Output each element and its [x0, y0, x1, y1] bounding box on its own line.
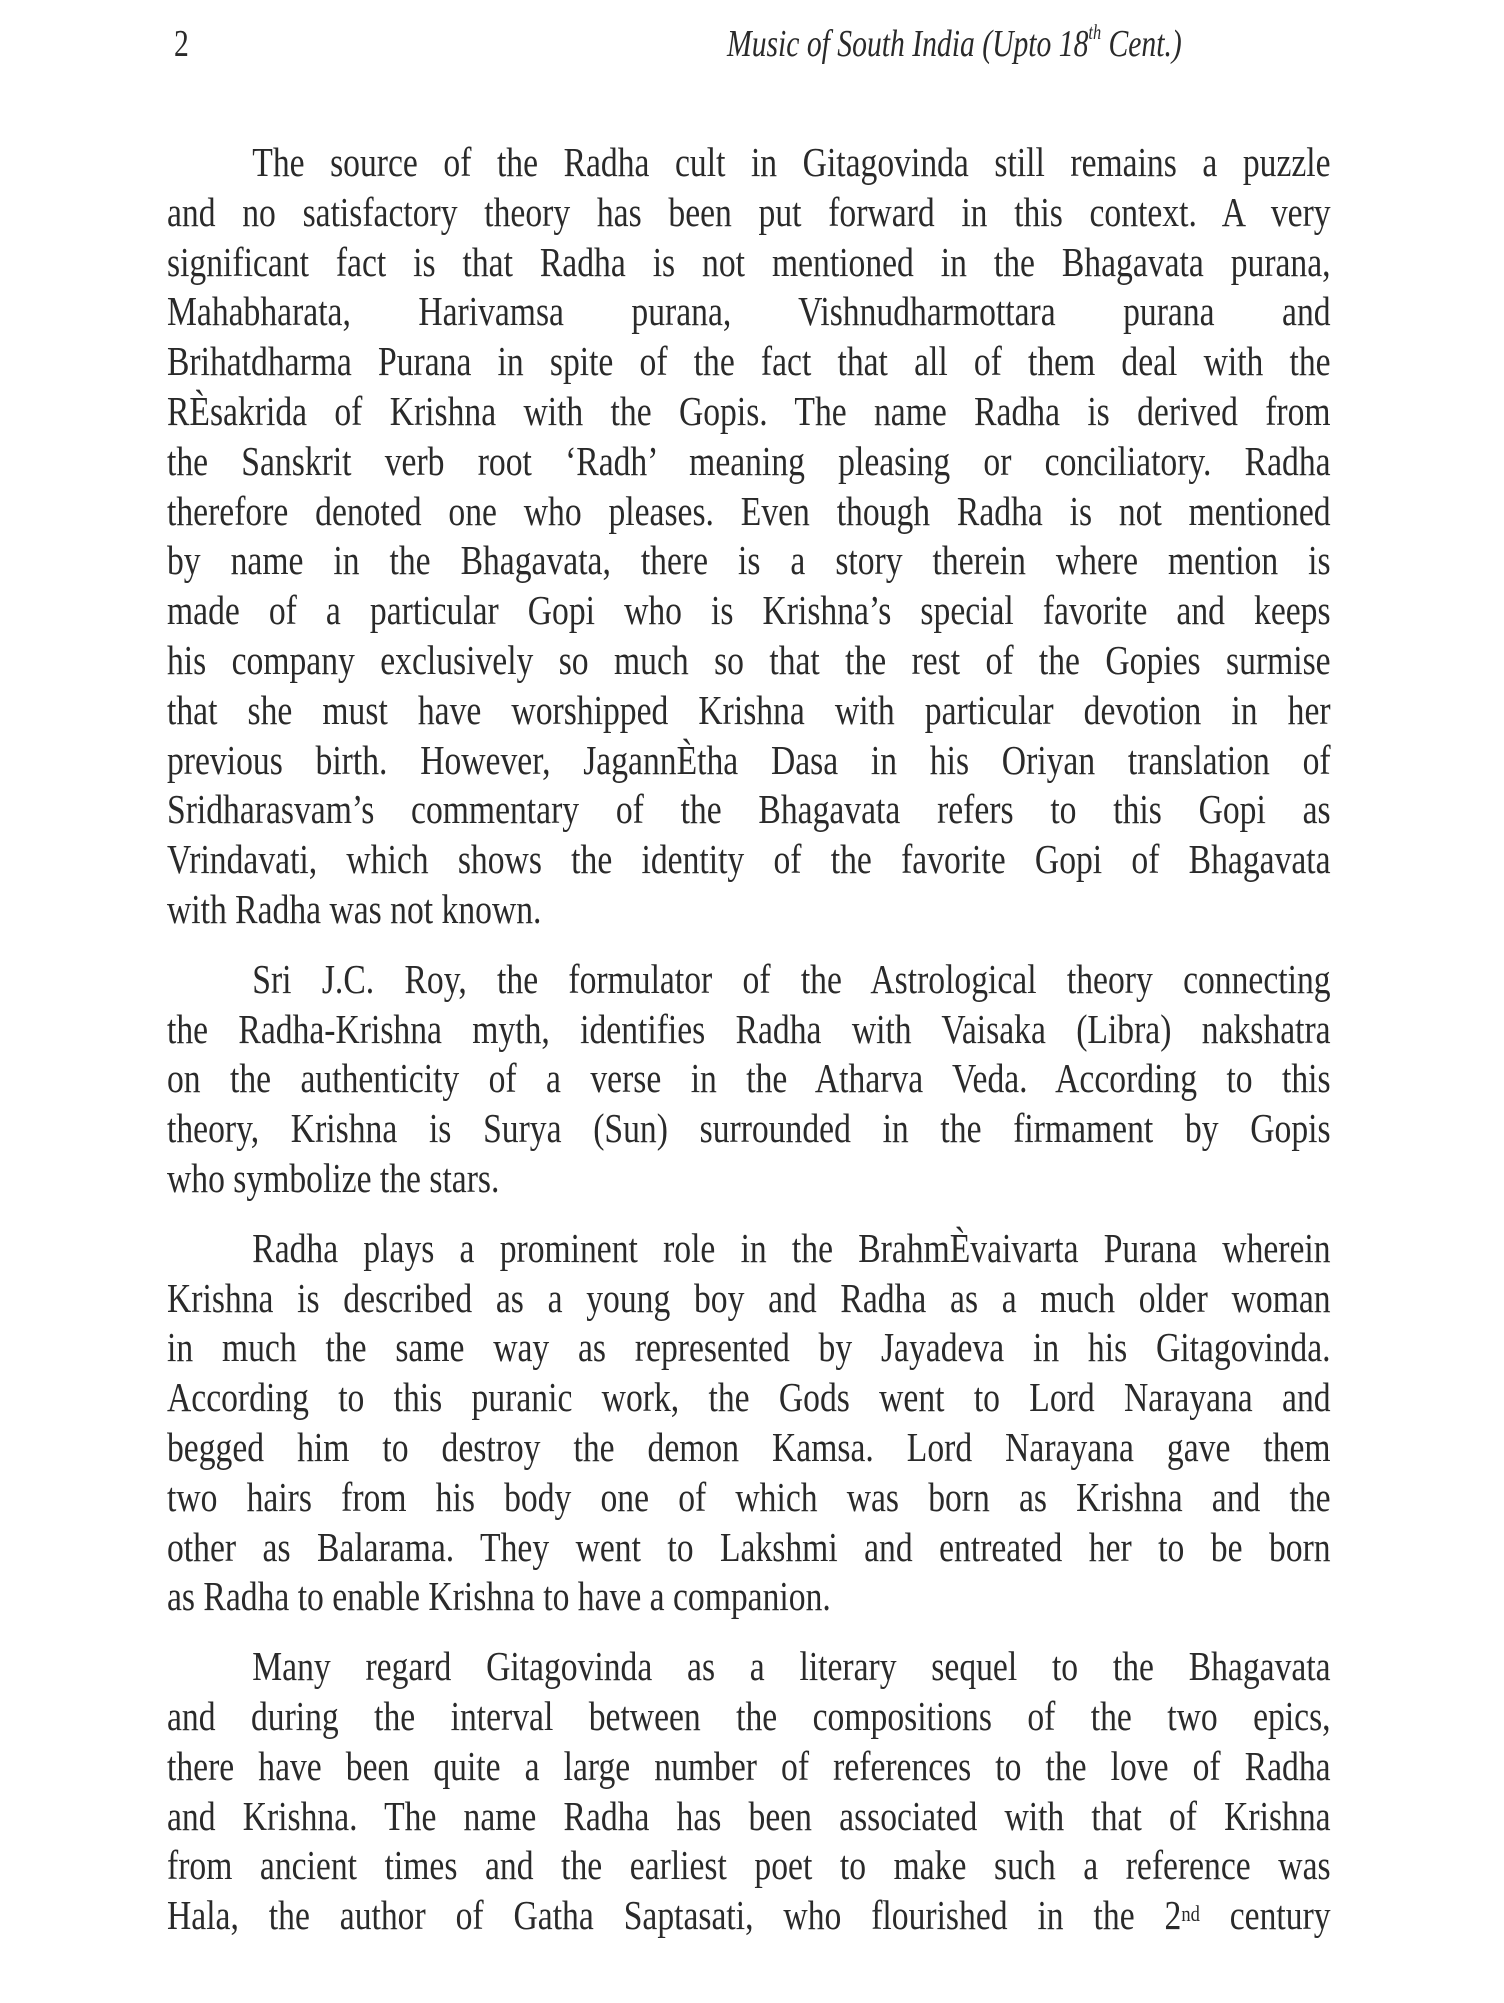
text-line: therefore denoted one who pleases. Even though Radha is not mentioned	[167, 487, 1331, 534]
text-line: made of a particular Gopi who is Krishna’s special favorite and keeps	[167, 587, 1331, 634]
text-line: and Krishna. The name Radha has been associated with that of Krishna	[167, 1792, 1331, 1839]
text-line: that she must have worshipped Krishna with particular devotion in her	[167, 686, 1331, 733]
running-title-text: Music of South India (Upto 18	[727, 23, 1089, 65]
running-title-text-end: Cent.)	[1101, 23, 1182, 65]
text-line: Sri J.C. Roy, the formulator of the Astrological theory connecting	[252, 955, 1331, 1002]
text-line: The source of the Radha cult in Gitagovinda still remains a puzzle	[252, 139, 1331, 185]
text-line: According to this puranic work, the Gods went to Lord Narayana and	[167, 1374, 1331, 1421]
text-line: Sridharasvam’s commentary of the Bhagavata refers to this Gopi as	[167, 786, 1331, 833]
text-line: his company exclusively so much so that the rest of the Gopies surmise	[167, 636, 1331, 683]
text-line: Krishna is described as a young boy and Radha as a much older woman	[167, 1274, 1331, 1321]
text-line: and during the interval between the compositions of the two epics,	[167, 1692, 1331, 1739]
text-line: Brihatdharma Purana in spite of the fact that all of them deal with the	[167, 338, 1331, 385]
page-body	[167, 138, 1331, 1961]
running-header	[727, 22, 1182, 66]
text-line: Radha plays a prominent role in the BrahmÈvaivarta Purana wherein	[252, 1224, 1331, 1271]
text-line: in much the same way as represented by Jayadeva in his Gitagovinda.	[167, 1324, 1331, 1371]
text-line: previous birth. However, JagannÈtha Dasa in his Oriyan translation of	[167, 736, 1331, 783]
text-line: with Radha was not known.	[167, 885, 542, 932]
text-line: there have been quite a large number of references to the love of Radha	[167, 1742, 1331, 1789]
paragraph	[167, 955, 1331, 1204]
text-line: from ancient times and the earliest poet to make such a reference was	[167, 1842, 1331, 1889]
text-line: significant fact is that Radha is not mentioned in the Bhagavata purana,	[167, 238, 1331, 285]
text-line: RÈsakrida of Krishna with the Gopis. The name Radha is derived from	[167, 387, 1331, 434]
text-line: Mahabharata, Harivamsa purana, Vishnudharmottara purana and	[167, 288, 1331, 335]
ordinal-superscript: nd	[1181, 1901, 1200, 1927]
paragraph	[167, 138, 1331, 935]
text-line: as Radha to enable Krishna to have a companion.	[167, 1573, 831, 1620]
paragraph	[167, 1224, 1331, 1622]
text-line: other as Balarama. They went to Lakshmi and entreated her to be born	[167, 1523, 1331, 1570]
text-line: who symbolize the stars.	[167, 1154, 500, 1201]
text-line: two hairs from his body one of which was born as Krishna and the	[167, 1473, 1331, 1520]
text-line: theory, Krishna is Surya (Sun) surrounded in the firmament by Gopis	[167, 1105, 1331, 1152]
text-segment: Hala, the author of Gatha Saptasati, who flourished in the 2	[167, 1892, 1182, 1939]
text-line: and no satisfactory theory has been put forward in this context. A very	[167, 188, 1331, 235]
text-line: begged him to destroy the demon Kamsa. Lord Narayana gave them	[167, 1423, 1331, 1470]
text-segment: century	[1199, 1892, 1331, 1939]
text-line	[167, 1891, 1331, 1941]
text-line: on the authenticity of a verse in the Atharva Veda. According to this	[167, 1055, 1331, 1102]
text-line: the Sanskrit verb root ‘Radh’ meaning pleasing or conciliatory. Radha	[167, 437, 1331, 484]
text-line: Vrindavati, which shows the identity of the favorite Gopi of Bhagavata	[167, 836, 1331, 883]
running-title-superscript: th	[1088, 20, 1102, 44]
page-number: 2	[174, 23, 189, 65]
text-line: the Radha-Krishna myth, identifies Radha with Vaisaka (Libra) nakshatra	[167, 1005, 1331, 1052]
paragraph	[167, 1642, 1331, 1941]
text-line: Many regard Gitagovinda as a literary sequel to the Bhagavata	[252, 1643, 1331, 1690]
text-line: by name in the Bhagavata, there is a story therein where mention is	[167, 537, 1331, 584]
